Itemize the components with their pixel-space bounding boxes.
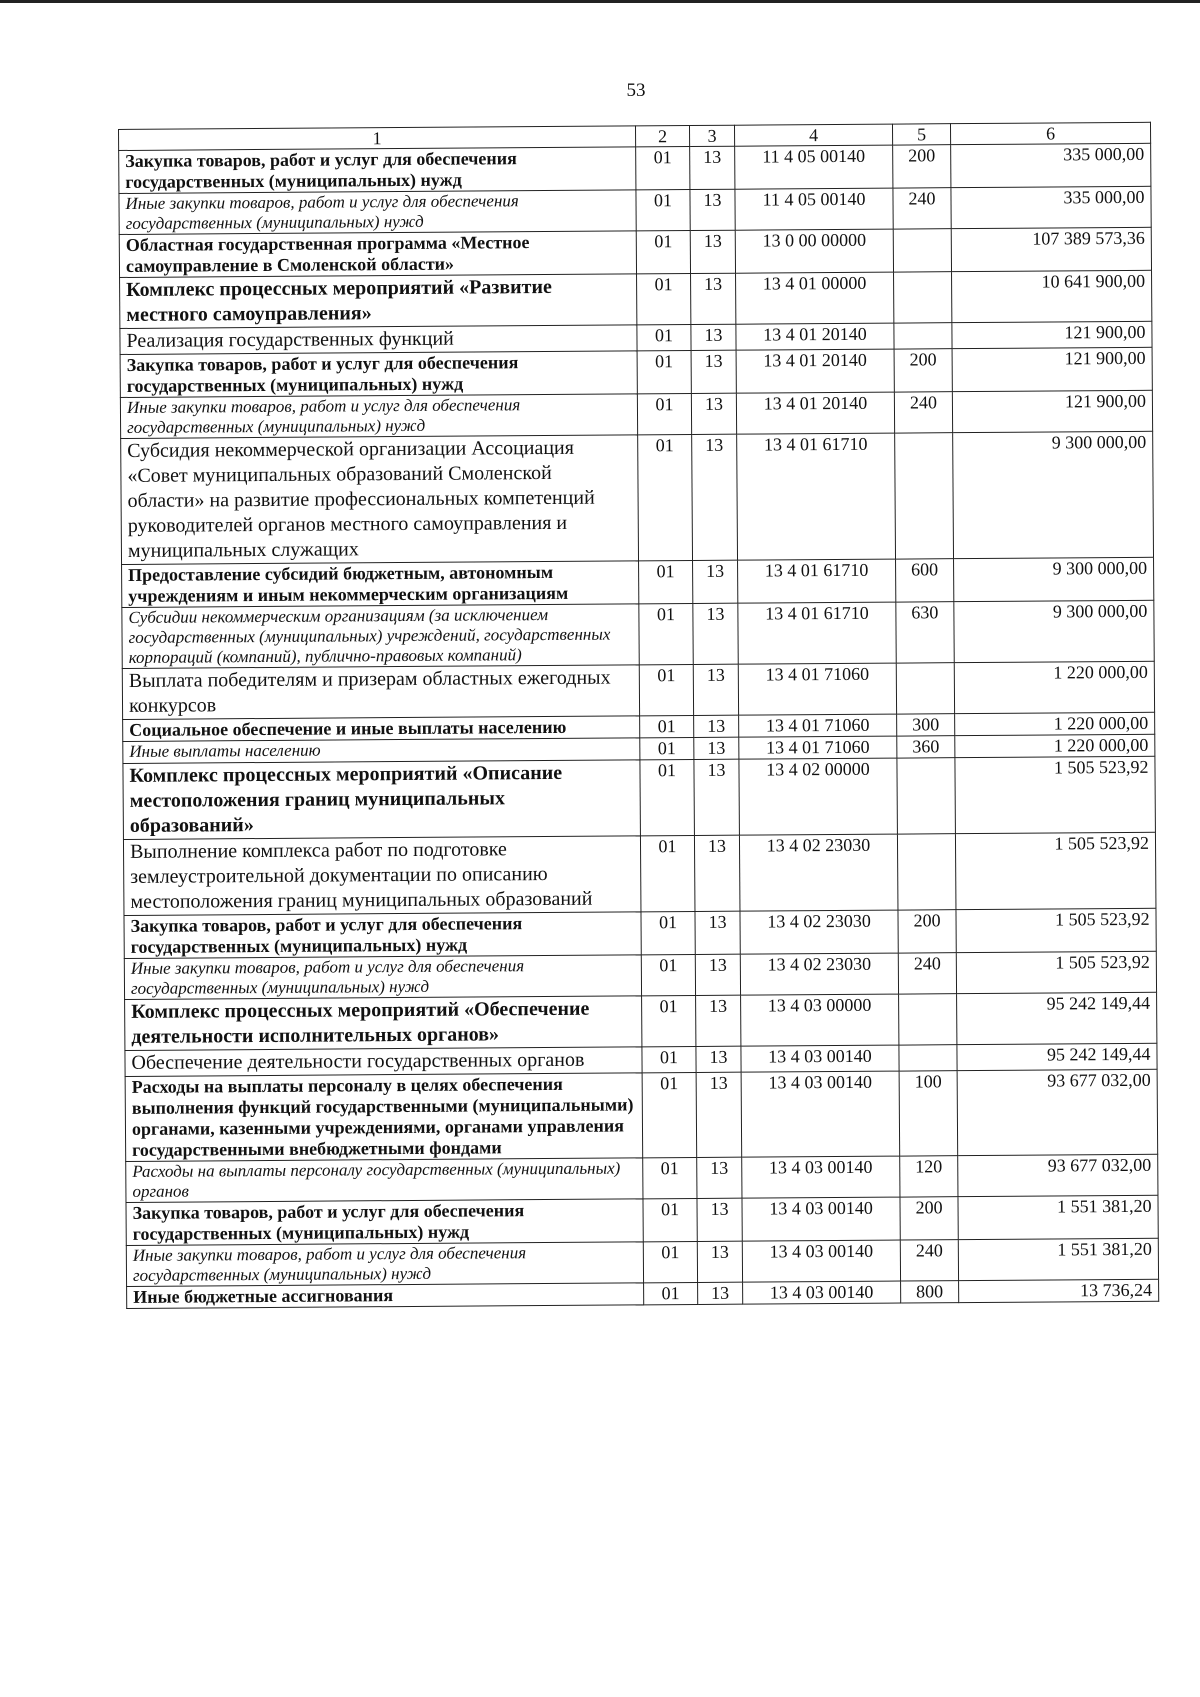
row-section-cell: 01 [643, 1198, 697, 1241]
row-target-article-cell: 13 4 02 23030 [740, 910, 898, 954]
row-target-article-cell: 11 4 05 00140 [735, 188, 893, 230]
row-name-cell: Областная государственная программа «Местное самоуправление в Смоленской области» [119, 231, 636, 278]
row-section-cell: 01 [640, 737, 694, 759]
table-row [126, 1195, 1158, 1245]
row-expense-type-cell [893, 229, 951, 272]
row-expense-type-cell: 200 [898, 910, 956, 953]
row-target-article-cell: 13 4 01 71060 [739, 736, 897, 759]
row-expense-type-cell [894, 272, 952, 323]
row-section-cell: 01 [636, 231, 690, 274]
row-target-article-cell: 13 4 01 61710 [738, 602, 896, 664]
row-expense-type-cell [897, 758, 956, 834]
table-row [124, 908, 1156, 958]
budget-table [118, 122, 1159, 1309]
row-section-cell: 01 [640, 715, 694, 737]
row-section-cell: 01 [638, 435, 693, 561]
row-name-cell: Иные бюджетные ассигнования [127, 1283, 644, 1309]
row-amount-cell: 1 220 000,00 [955, 734, 1155, 757]
row-section-cell: 01 [640, 835, 695, 911]
row-name-cell: Комплекс процессных мероприятий «Описание местоположения границ муниципальных образований» [123, 760, 641, 840]
row-name-cell: Иные выплаты населению [123, 738, 640, 764]
row-expense-type-cell [899, 994, 957, 1045]
row-name-cell: Предоставление субсидий бюджетным, автономным учреждениям и иным некоммерческим организациям [122, 561, 639, 608]
scan-top-edge [0, 0, 1200, 3]
row-name-cell: Закупка товаров, работ и услуг для обеспечения государственных (муниципальных) нужд [119, 147, 636, 194]
row-name-cell: Комплекс процессных мероприятий «Развитие местного самоуправления» [120, 274, 637, 329]
row-section-cell: 01 [643, 1241, 697, 1282]
row-subsection-cell: 13 [694, 759, 740, 835]
row-subsection-cell: 13 [697, 1198, 742, 1241]
row-subsection-cell: 13 [692, 434, 738, 560]
row-target-article-cell: 13 4 01 71060 [739, 714, 897, 737]
row-target-article-cell: 13 4 03 00000 [741, 994, 899, 1046]
row-subsection-cell: 13 [691, 350, 736, 393]
row-target-article-cell: 13 4 02 23030 [739, 834, 898, 911]
row-subsection-cell: 13 [695, 911, 740, 954]
row-expense-type-cell [897, 834, 956, 910]
table-row [122, 557, 1154, 607]
table-row [125, 1069, 1158, 1161]
row-expense-type-cell: 200 [893, 145, 951, 188]
column-header-6: 6 [950, 122, 1150, 144]
row-subsection-cell: 13 [697, 1241, 742, 1282]
row-target-article-cell: 13 4 03 00140 [741, 1045, 899, 1072]
row-subsection-cell: 13 [691, 393, 736, 434]
row-amount-cell: 1 505 523,92 [956, 908, 1156, 952]
row-amount-cell: 1 551 381,20 [958, 1195, 1158, 1239]
table-row [119, 227, 1151, 277]
row-section-cell: 01 [642, 1072, 697, 1157]
row-amount-cell: 9 300 000,00 [954, 600, 1154, 662]
row-section-cell: 01 [644, 1282, 698, 1304]
row-target-article-cell: 13 4 01 71060 [738, 663, 896, 715]
row-amount-cell: 93 677 032,00 [957, 1069, 1158, 1155]
row-section-cell: 01 [639, 560, 693, 603]
row-amount-cell: 95 242 149,44 [957, 992, 1157, 1044]
row-target-article-cell: 13 4 01 61710 [738, 559, 896, 603]
row-subsection-cell: 13 [694, 715, 739, 737]
row-amount-cell: 93 677 032,00 [958, 1154, 1158, 1196]
row-subsection-cell: 13 [694, 835, 740, 911]
row-amount-cell: 1 505 523,92 [955, 756, 1156, 833]
row-section-cell: 01 [637, 394, 691, 435]
row-name-cell: Расходы на выплаты персоналу государственных (муниципальных) органов [126, 1158, 643, 1203]
row-expense-type-cell: 200 [900, 1197, 958, 1240]
table-row [121, 431, 1154, 564]
column-header-5: 5 [892, 124, 950, 145]
row-subsection-cell: 13 [693, 560, 738, 603]
row-section-cell: 01 [639, 664, 693, 715]
table-row [122, 661, 1154, 719]
row-expense-type-cell: 600 [896, 559, 954, 602]
row-subsection-cell: 13 [690, 189, 735, 230]
row-name-cell: Иные закупки товаров, работ и услуг для обеспечения государственных (муниципальных) нужд [119, 190, 636, 235]
row-target-article-cell: 13 4 01 20140 [736, 323, 894, 350]
table-row [123, 832, 1156, 915]
row-expense-type-cell [894, 323, 952, 349]
row-name-cell: Иные закупки товаров, работ и услуг для обеспечения государственных (муниципальных) нужд [126, 1242, 643, 1287]
table-body [119, 143, 1159, 1308]
row-target-article-cell: 13 0 00 00000 [735, 229, 893, 273]
row-name-cell: Выплата победителям и призерам областных ежегодных конкурсов [122, 665, 639, 720]
table-row [125, 992, 1157, 1050]
row-subsection-cell: 13 [698, 1282, 743, 1304]
row-name-cell: Социальное обеспечение и иные выплаты населению [123, 716, 640, 742]
row-subsection-cell: 13 [695, 954, 740, 995]
row-subsection-cell: 13 [694, 737, 739, 759]
row-amount-cell: 1 551 381,20 [958, 1238, 1158, 1280]
row-expense-type-cell [899, 1045, 957, 1071]
row-expense-type-cell: 300 [897, 714, 955, 736]
row-amount-cell: 1 220 000,00 [955, 712, 1155, 735]
row-target-article-cell: 13 4 03 00140 [741, 1071, 900, 1157]
row-expense-type-cell: 240 [894, 392, 952, 433]
table-row [120, 270, 1152, 328]
row-section-cell: 01 [636, 147, 690, 190]
row-amount-cell: 1 505 523,92 [955, 832, 1156, 909]
row-amount-cell: 107 389 573,36 [951, 227, 1151, 271]
table-row [119, 186, 1151, 234]
row-target-article-cell: 13 4 01 20140 [736, 349, 894, 393]
row-expense-type-cell: 800 [901, 1281, 959, 1303]
table-row [126, 1154, 1158, 1202]
table-row [120, 347, 1152, 397]
row-subsection-cell: 13 [690, 230, 735, 273]
row-amount-cell: 9 300 000,00 [953, 431, 1154, 558]
column-header-3: 3 [689, 125, 734, 146]
row-subsection-cell: 13 [696, 1072, 742, 1157]
table-row [122, 600, 1154, 668]
row-amount-cell: 121 900,00 [952, 321, 1152, 348]
row-expense-type-cell [895, 433, 954, 559]
row-amount-cell: 10 641 900,00 [952, 270, 1152, 322]
row-amount-cell: 335 000,00 [951, 186, 1151, 228]
row-target-article-cell: 13 4 01 61710 [737, 433, 896, 560]
row-name-cell: Обеспечение деятельности государственных органов [125, 1047, 642, 1077]
column-header-4: 4 [734, 124, 892, 146]
table-row [124, 951, 1156, 999]
row-section-cell: 01 [641, 954, 695, 995]
row-expense-type-cell: 240 [893, 188, 951, 229]
row-target-article-cell: 11 4 05 00140 [735, 145, 893, 189]
row-name-cell: Закупка товаров, работ и услуг для обеспечения государственных (муниципальных) нужд [120, 351, 637, 398]
row-section-cell: 01 [642, 995, 696, 1046]
row-section-cell: 01 [639, 603, 693, 664]
table-row [120, 390, 1152, 438]
row-amount-cell: 1 505 523,92 [956, 951, 1156, 993]
row-subsection-cell: 13 [693, 603, 738, 664]
table-row [126, 1238, 1158, 1286]
row-amount-cell: 121 900,00 [952, 347, 1152, 391]
page-number: 53 [626, 80, 646, 101]
row-expense-type-cell: 360 [897, 736, 955, 758]
row-subsection-cell: 13 [691, 273, 736, 324]
row-section-cell: 01 [637, 274, 691, 325]
row-expense-type-cell: 200 [894, 349, 952, 392]
row-section-cell: 01 [643, 1157, 697, 1198]
table-row [119, 143, 1151, 193]
row-target-article-cell: 13 4 01 00000 [736, 272, 894, 324]
row-subsection-cell: 13 [690, 146, 735, 189]
row-section-cell: 01 [642, 1046, 696, 1072]
row-amount-cell: 335 000,00 [951, 143, 1151, 187]
row-subsection-cell: 13 [696, 995, 741, 1046]
row-section-cell: 01 [641, 911, 695, 954]
row-name-cell: Закупка товаров, работ и услуг для обеспечения государственных (муниципальных) нужд [126, 1199, 643, 1246]
row-target-article-cell: 13 4 03 00140 [743, 1281, 901, 1304]
row-name-cell: Закупка товаров, работ и услуг для обеспечения государственных (муниципальных) нужд [124, 912, 641, 959]
row-target-article-cell: 13 4 02 00000 [739, 758, 898, 835]
row-name-cell: Выполнение комплекса работ по подготовке землеустроительной документации по описанию местоположения границ муниципальных образований [123, 836, 641, 916]
row-subsection-cell: 13 [693, 664, 738, 715]
row-amount-cell: 1 220 000,00 [954, 661, 1154, 713]
row-name-cell: Субсидия некоммерческой организации Ассоциация «Совет муниципальных образований Смоленской области» на развитие профессиональных компетенций руководителей органов местного самоуправления и муниципальных служащих [121, 435, 639, 565]
row-target-article-cell: 13 4 03 00140 [742, 1156, 900, 1198]
row-name-cell: Реализация государственных функций [120, 325, 637, 355]
column-header-1: 1 [119, 126, 636, 151]
row-target-article-cell: 13 4 03 00140 [742, 1240, 900, 1282]
row-amount-cell: 9 300 000,00 [954, 557, 1154, 601]
row-target-article-cell: 13 4 01 20140 [736, 392, 894, 434]
row-subsection-cell: 13 [696, 1046, 741, 1072]
row-expense-type-cell: 240 [898, 953, 956, 994]
row-amount-cell: 121 900,00 [952, 390, 1152, 432]
row-expense-type-cell: 630 [896, 602, 954, 663]
table-row [123, 756, 1156, 839]
row-subsection-cell: 13 [691, 324, 736, 350]
row-section-cell: 01 [637, 325, 691, 351]
row-section-cell: 01 [640, 759, 695, 835]
row-expense-type-cell: 100 [899, 1071, 958, 1156]
row-name-cell: Комплекс процессных мероприятий «Обеспечение деятельности исполнительных органов» [125, 996, 642, 1051]
row-name-cell: Субсидии некоммерческим организациям (за исключением государственных (муниципальных) учреждений, государственных корпораций (компаний), публично-правовых компаний) [122, 604, 639, 669]
row-name-cell: Расходы на выплаты персоналу в целях обеспечения выполнения функций государственными (муниципальными) органами, казенными учреждениями, органами управления государственными внебюджетными фондами [125, 1073, 643, 1162]
column-header-2: 2 [635, 126, 689, 147]
row-name-cell: Иные закупки товаров, работ и услуг для обеспечения государственных (муниципальных) нужд [124, 955, 641, 1000]
row-section-cell: 01 [637, 351, 691, 394]
row-expense-type-cell: 120 [900, 1156, 958, 1197]
row-subsection-cell: 13 [697, 1157, 742, 1198]
row-section-cell: 01 [636, 190, 690, 231]
row-amount-cell: 13 736,24 [959, 1279, 1159, 1302]
row-amount-cell: 95 242 149,44 [957, 1043, 1157, 1070]
row-expense-type-cell [896, 663, 954, 714]
row-target-article-cell: 13 4 02 23030 [740, 953, 898, 995]
row-name-cell: Иные закупки товаров, работ и услуг для обеспечения государственных (муниципальных) нужд [120, 394, 637, 439]
row-target-article-cell: 13 4 03 00140 [742, 1197, 900, 1241]
row-expense-type-cell: 240 [900, 1240, 958, 1281]
